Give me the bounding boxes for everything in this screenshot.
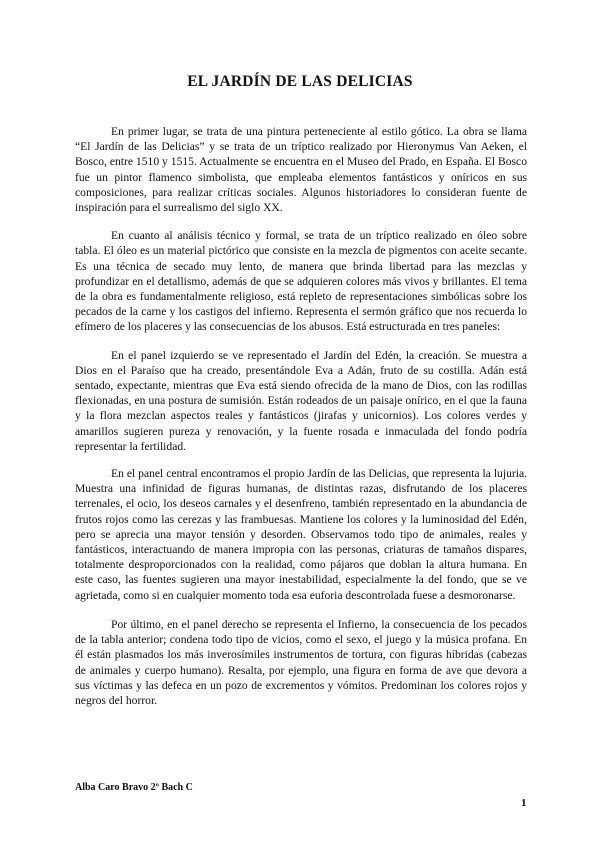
page-number: 1 [521,797,527,809]
paragraph-central-panel: En el panel central encontramos el propio Jardín de las Delicias, que representa la lujuria. Muestra una infinidad de figuras humanas, de distintas razas, disfrutando de los placeres terrenales, el ocio, los deseos carnales y el desenfreno, también representado en la abundancia de frutos rojos como las cerezas y las frambuesas. Mantiene los colores y la luminosidad del Edén, pero se aprecia una mayor tensión y desorden. Observamos todo tipo de animales, reales y fantásticos, interactuando de manera impropia con las personas, criaturas de tamaños dispares, totalmente desproporcionados con la realidad, como pájaros que doblan la altura humana. En este caso, las fuentes sugieren una mayor inestabilidad, especialmente la del fondo, que se ve agrietada, como si en cualquier momento toda esa euforia descontrolada fuese a desmoronarse. [75,467,527,602]
paragraph-introduction: En primer lugar, se trata de una pintura perteneciente al estilo gótico. La obra se llama “El Jardín de las Delicias” y se trata de un tríptico realizado por Hieronymus Van Aeken, el Bosco, entre 1510 y 1515. Actualmente se encuentra en el Museo del Prado, en España. El Bosco fue un pintor flamenco simbolista, que empleaba elementos fantásticos y oníricos en sus composiciones, para realizar críticas sociales. Algunos historiadores lo consideran fuente de inspiración para el surrealismo del siglo XX. [75,125,527,215]
paragraph-right-panel: Por último, en el panel derecho se representa el Infierno, la consecuencia de los pecados de la tabla anterior; condena todo tipo de vicios, como el sexo, el juego y la música profana. En él están plasmados los más inverosímiles instrumentos de tortura, con figuras híbridas (cabezas de animales y cuerpo humano). Resalta, por ejemplo, una figura en forma de ave que devora a sus víctimas y las defeca en un pozo de excrementos y vómitos. Predominan los colores rojos y negros del horror. [75,617,527,707]
document-body [75,124,527,721]
paragraph-left-panel: En el panel izquierdo se ve representado el Jardín del Edén, la creación. Se muestra a Dios en el Paraíso que ha creado, presentándole Eva a Adán, fruto de su costilla. Adán está sentado, expectante, mientras que Eva está siendo ofrecida de la mano de Dios, con las rodillas flexionadas, en una postura de sumisión. Están rodeados de un paisaje onírico, en el que la fauna y la flora mezclan aspectos reales y fantásticos (jirafas y unicornios). Los colores verdes y amarillos sugieren pureza y renovación, y la fuente rosada e inmaculada del fondo podría representar la fertilidad. [75,348,527,453]
document-title: EL JARDÍN DE LAS DELICIAS [187,73,413,90]
paragraph-technical-analysis: En cuanto al análisis técnico y formal, se trata de un tríptico realizado en óleo sobre tabla. El óleo es un material pictórico que consiste en la mezcla de pigmentos con aceite secante. Es una técnica de secado muy lento, de manera que brinda libertad para las mezclas y profundizar en el detallismo, además de que se adquieren colores más vivos y brillantes. El tema de la obra es fundamentalmente religioso, está repleto de representaciones simbólicas sobre los pecados de la carne y los castigos del infierno. Representa el sermón gráfico que nos recuerda lo efímero de los placeres y las consecuencias de los abusos. Está estructurada en tres paneles: [75,229,527,334]
footer-author: Alba Caro Bravo 2º Bach C [75,782,193,793]
